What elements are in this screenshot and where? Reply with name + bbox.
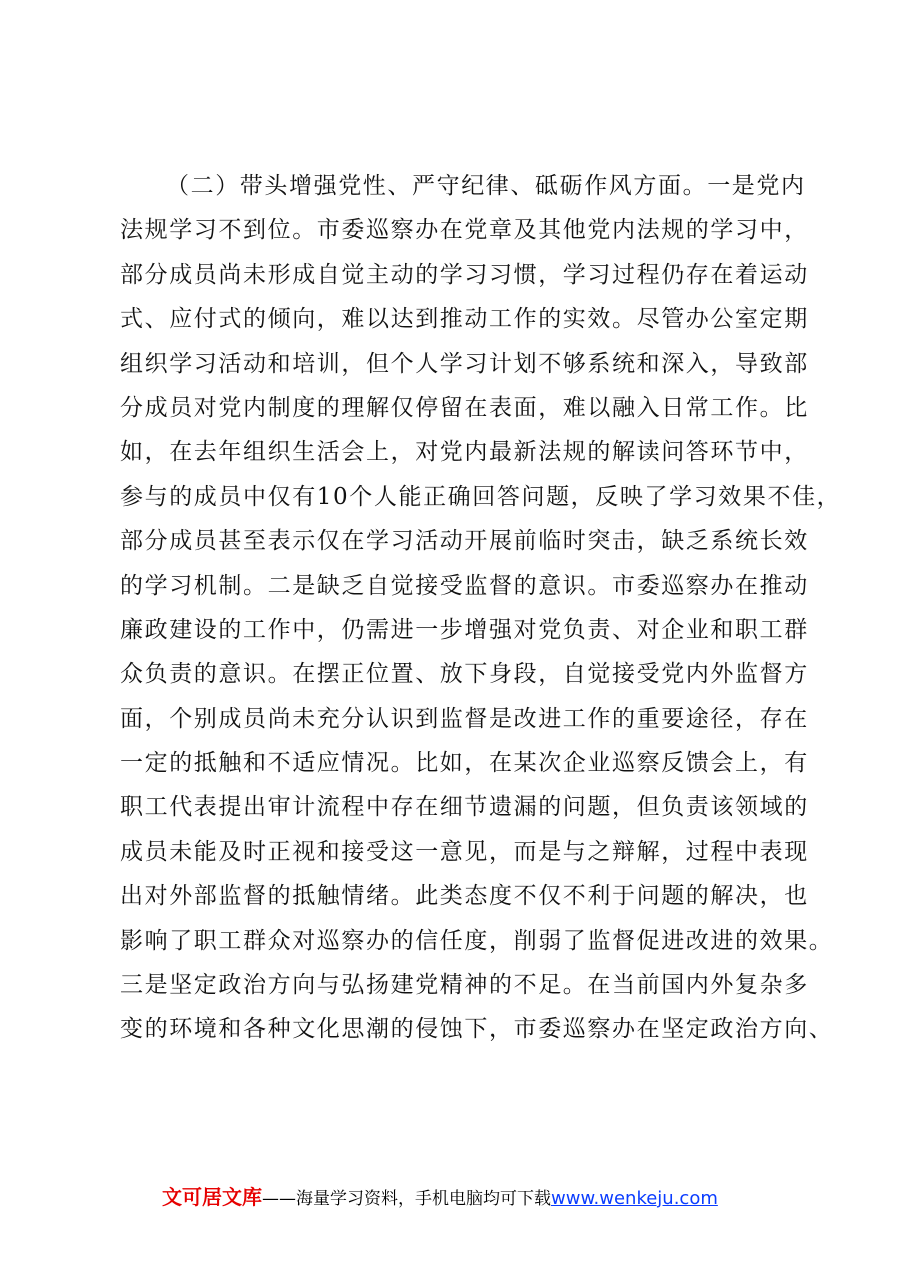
- paragraph-line: 部分成员尚未形成自觉主动的学习习惯，学习过程仍存在着运动: [120, 261, 809, 288]
- paragraph-line: 面，个别成员尚未充分认识到监督是改进工作的重要途径，存在: [120, 705, 809, 732]
- paragraph-line: 部分成员甚至表示仅在学习活动开展前临时突击，缺乏系统长效: [120, 528, 809, 555]
- paragraph-line: 成员未能及时正视和接受这一意见，而是与之辩解，过程中表现: [120, 838, 809, 865]
- footer-banner: [162, 1184, 862, 1210]
- paragraph-line: 法规学习不到位。市委巡察办在党章及其他党内法规的学习中，: [120, 217, 809, 244]
- paragraph-line: 参与的成员中仅有10个人能正确回答问题，反映了学习效果不佳，: [120, 483, 842, 510]
- paragraph-line: 三是坚定政治方向与弘扬建党精神的不足。在当前国内外复杂多: [120, 972, 809, 999]
- paragraph-line: 一定的抵触和不适应情况。比如，在某次企业巡察反馈会上，有: [120, 750, 809, 777]
- paragraph-line: 职工代表提出审计流程中存在细节遗漏的问题，但负责该领域的: [120, 794, 809, 821]
- paragraph-line: 式、应付式的倾向，难以达到推动工作的实效。尽管办公室定期: [120, 306, 809, 333]
- paragraph-line: 组织学习活动和培训，但个人学习计划不够系统和深入，导致部: [120, 350, 809, 377]
- document-body: [120, 164, 842, 1052]
- footer-brand: 文可居文库: [162, 1185, 262, 1209]
- paragraph-line: 出对外部监督的抵触情绪。此类态度不仅不利于问题的解决，也: [120, 883, 809, 910]
- paragraph-line: 如，在去年组织生活会上，对党内最新法规的解读问答环节中，: [120, 439, 809, 466]
- footer-slogan: ——海量学习资料，手机电脑均可下载: [262, 1189, 551, 1209]
- paragraph-line: 影响了职工群众对巡察办的信任度，削弱了监督促进改进的效果。: [120, 927, 834, 954]
- paragraph-line: 众负责的意识。在摆正位置、放下身段，自觉接受党内外监督方: [120, 661, 809, 688]
- footer-site-link[interactable]: www.wenkeju.com: [551, 1188, 718, 1209]
- paragraph-line: 变的环境和各种文化思潮的侵蚀下，市委巡察办在坚定政治方向、: [120, 1016, 834, 1043]
- paragraph-line: （二）带头增强党性、严守纪律、砥砺作风方面。一是党内: [166, 173, 806, 199]
- paragraph-line: 分成员对党内制度的理解仅停留在表面，难以融入日常工作。比: [120, 394, 809, 421]
- paragraph-line: 廉政建设的工作中，仍需进一步增强对党负责、对企业和职工群: [120, 616, 809, 643]
- paragraph-line: 的学习机制。二是缺乏自觉接受监督的意识。市委巡察办在推动: [120, 572, 809, 599]
